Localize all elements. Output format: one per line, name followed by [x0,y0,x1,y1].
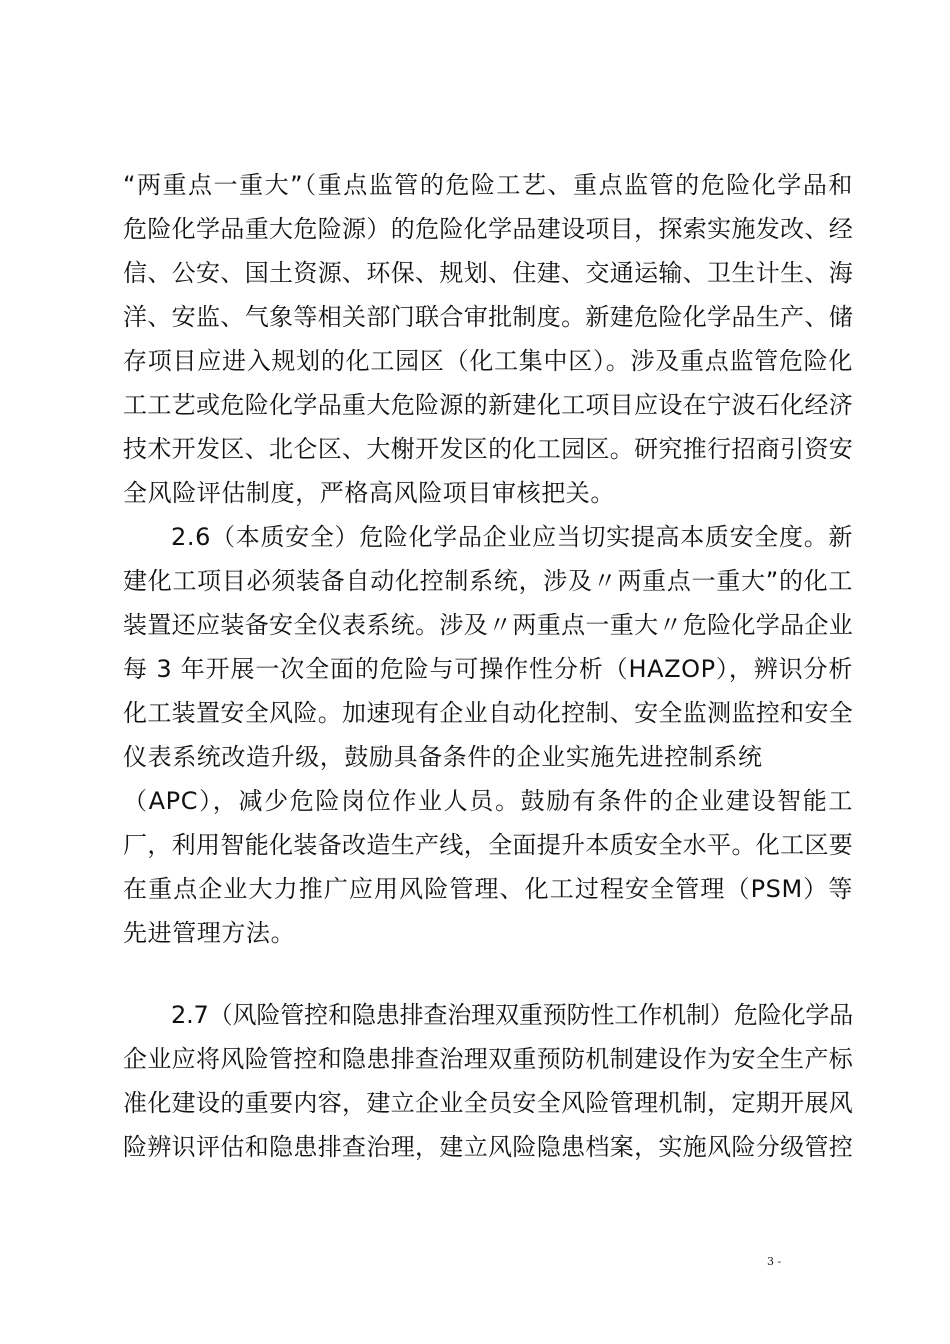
text-line: 危险化学品重大危险源）的危险化学品建设项目，探索实施发改、经 [123,215,853,243]
text-line: （APC），减少危险岗位作业人员。鼓励有条件的企业建设智能工 [123,787,853,815]
text-line: 厂，利用智能化装备改造生产线，全面提升本质安全水平。化工区要 [123,831,853,859]
text-line: 险辨识评估和隐患排查治理，建立风险隐患档案，实施风险分级管控 [123,1133,853,1161]
text-line: 每 3 年开展一次全面的危险与可操作性分析（HAZOP），辨识分析 [123,655,853,683]
text-line: 建化工项目必须装备自动化控制系统，涉及〃两重点一重大”的化工 [123,567,853,595]
text-line: 装置还应装备安全仪表系统。涉及〃两重点一重大〃危险化学品企业 [123,611,853,639]
page-number: 3 - [767,1255,782,1268]
text-line: 仪表系统改造升级，鼓励具备条件的企业实施先进控制系统 [123,743,763,771]
text-line: 企业应将风险管控和隐患排查治理双重预防机制建设作为安全生产标 [123,1045,853,1073]
text-line: 在重点企业大力推广应用风险管理、化工过程安全管理（PSM）等 [123,875,853,903]
text-line: 先进管理方法。 [123,919,296,947]
paragraph-2-6-first-line: 2.6（本质安全）危险化学品企业应当切实提高本质安全度。新 [171,523,853,551]
paragraph-2-7-first-line: 2.7（风险管控和隐患排查治理双重预防性工作机制）危险化学品 [171,1001,853,1029]
text-line: 存项目应进入规划的化工园区（化工集中区）。涉及重点监管危险化 [123,347,853,375]
text-line: 化工装置安全风险。加速现有企业自动化控制、安全监测监控和安全 [123,699,853,727]
text-line: 信、公安、国土资源、环保、规划、住建、交通运输、卫生计生、海 [123,259,853,287]
text-line: “两重点一重大”（重点监管的危险工艺、重点监管的危险化学品和 [123,171,853,199]
text-line: 全风险评估制度，严格高风险项目审核把关。 [123,479,615,507]
text-line: 洋、安监、气象等相关部门联合审批制度。新建危险化学品生产、储 [123,303,853,331]
text-line: 准化建设的重要内容，建立企业全员安全风险管理机制，定期开展风 [123,1089,853,1117]
text-line: 技术开发区、北仑区、大榭开发区的化工园区。研究推行招商引资安 [123,435,853,463]
text-line: 工工艺或危险化学品重大危险源的新建化工项目应设在宁波石化经济 [123,391,853,419]
